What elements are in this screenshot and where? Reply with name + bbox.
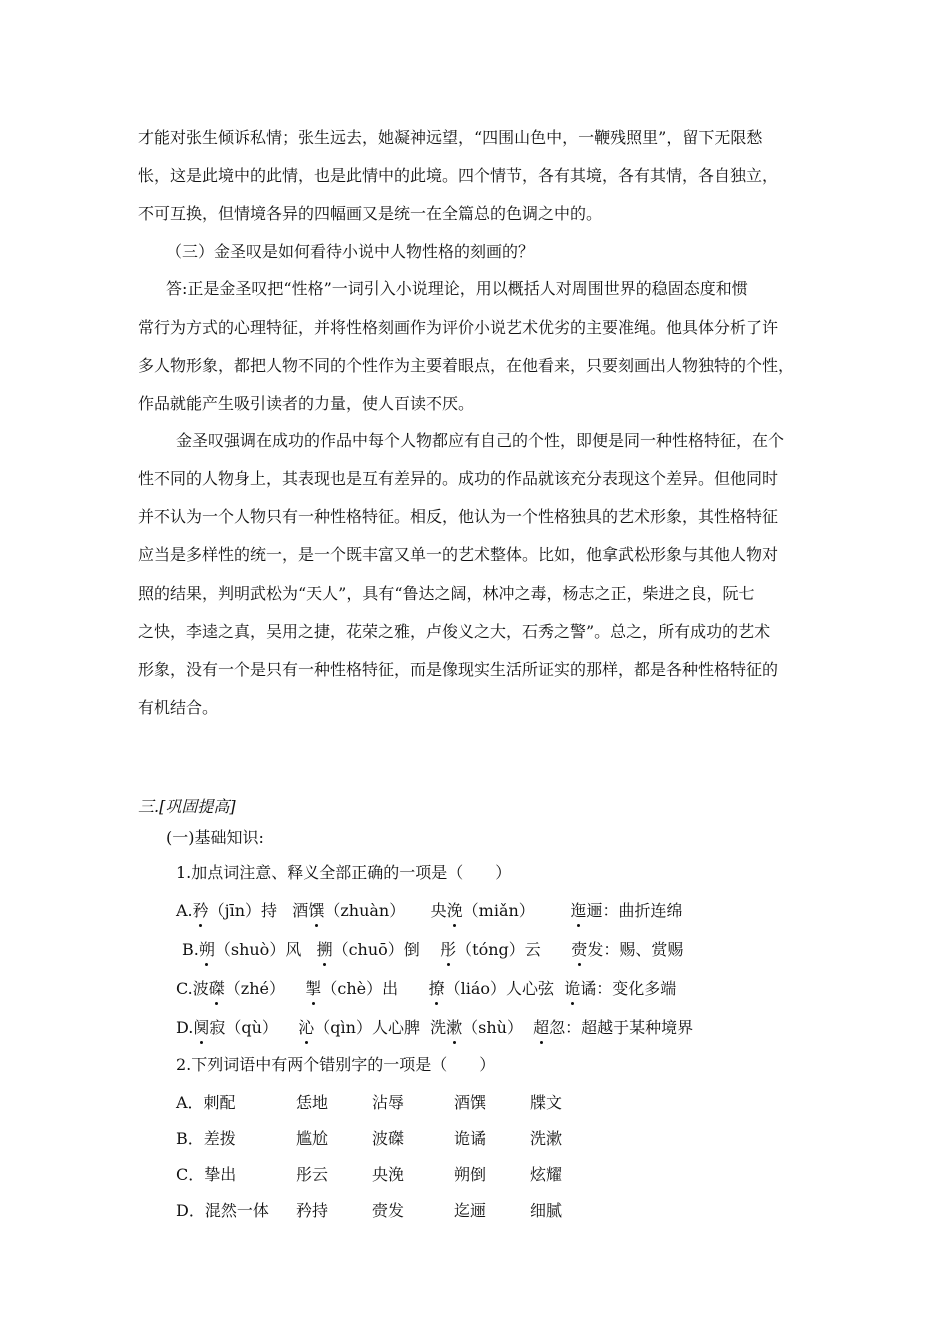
dotted-character: 沁 <box>298 1015 314 1038</box>
question-1-stem: 1.加点词注意、释义全部正确的一项是（ ） <box>176 863 512 882</box>
option-text: （zhuàn） <box>324 901 406 920</box>
paragraph-line: 作品就能产生吸引读者的力量，使人百读不厌。 <box>138 394 475 413</box>
dotted-character: 漱 <box>446 1015 462 1038</box>
option-word: 洗漱 <box>530 1129 563 1148</box>
option-text: 忽：超越于某种境界 <box>549 1018 694 1037</box>
option-word: 迄逦 <box>454 1201 487 1220</box>
option-text: 酒 <box>277 901 309 920</box>
dotted-character: 彤 <box>440 937 456 960</box>
option-line <box>182 937 683 960</box>
subheading: (一)基础知识: <box>166 828 264 847</box>
dotted-character: 矜 <box>193 898 209 921</box>
option-text: （chuō）倒 <box>332 940 441 959</box>
option-text: 逦：曲折连绵 <box>586 901 683 920</box>
paragraph-line: 不可互换，但情境各异的四幅画又是统一在全篇总的色调之中的。 <box>138 204 603 223</box>
option-line <box>176 898 682 921</box>
option-label-word: C．挚出 <box>176 1165 237 1184</box>
paragraph-line: 之快，李逵之真，吴用之捷，花荣之雅，卢俊义之大，石秀之警”。总之，所有成功的艺术 <box>138 622 771 641</box>
option-text: （qìn）人心脾 洗 <box>314 1018 447 1037</box>
option-text: D. <box>176 1018 194 1037</box>
option-text: （jīn）持 <box>208 901 278 920</box>
paragraph-line: （三）金圣叹是如何看待小说中人物性格的刻画的？ <box>166 242 535 261</box>
dotted-character: 浼 <box>447 898 463 921</box>
paragraph-line: 照的结果，判明武松为“天人”，具有“鲁达之阔，林冲之毒，杨志之正，柴进之良，阮七 <box>138 584 755 603</box>
option-text <box>535 901 571 920</box>
paragraph-line: 性不同的人物身上，其表现也是互有差异的。成功的作品就该充分表现这个差异。但他同时 <box>138 469 779 488</box>
option-word: 牒文 <box>530 1093 563 1112</box>
option-line <box>176 976 676 999</box>
option-word: 赍发 <box>372 1201 405 1220</box>
option-text: （shuò）风 <box>214 940 317 959</box>
option-word: 沾辱 <box>372 1093 405 1112</box>
option-text: （shù） <box>462 1018 534 1037</box>
option-word: 彤云 <box>296 1165 329 1184</box>
option-word: 诡谲 <box>454 1129 487 1148</box>
option-word: 炫耀 <box>530 1165 563 1184</box>
paragraph-line: 金圣叹强调在成功的作品中每个人物都应有自己的个性，即便是同一种性格特征，在个 <box>176 431 785 450</box>
option-word: 波磔 <box>372 1129 405 1148</box>
dotted-character: 朔 <box>199 937 215 960</box>
dotted-character: 掣 <box>305 976 321 999</box>
option-word: 细腻 <box>530 1201 563 1220</box>
option-text: 寂（qù） <box>209 1018 299 1037</box>
option-word: 尴尬 <box>296 1129 329 1148</box>
dotted-character: 赍 <box>571 937 587 960</box>
option-word: 央浼 <box>372 1165 405 1184</box>
paragraph-line: 答:正是金圣叹把“性格”一词引入小说理论，用以概括人对周围世界的稳固态度和惯 <box>166 279 748 298</box>
option-line <box>176 1015 693 1038</box>
option-word: 朔倒 <box>454 1165 487 1184</box>
option-text: （zhé） <box>224 979 306 998</box>
paragraph-line: 多人物形象，都把人物不同的个性作为主要着眼点，在他看来，只要刻画出人物独特的个性， <box>138 356 795 375</box>
option-word: 矜持 <box>296 1201 329 1220</box>
dotted-character: 馔 <box>308 898 324 921</box>
paragraph-line: 应当是多样性的统一，是一个既丰富又单一的艺术整体。比如，他拿武松形象与其他人物对 <box>138 545 779 564</box>
dotted-character: 搠 <box>317 937 333 960</box>
option-text: （chè）出 <box>321 979 429 998</box>
option-text: （miǎn） <box>462 901 535 920</box>
paragraph-line: 怅，这是此境中的此情，也是此情中的此境。四个情节，各有其境，各有其情，各自独立， <box>138 166 779 185</box>
paragraph-line: 常行为方式的心理特征，并将性格刻画作为评价小说艺术优劣的主要准绳。他具体分析了许 <box>138 318 779 337</box>
option-text: （liáo）人心弦 <box>444 979 565 998</box>
option-word: 恁地 <box>296 1093 329 1112</box>
option-text: （tóng）云 <box>456 940 572 959</box>
paragraph-line: 并不认为一个人物只有一种性格特征。相反，他认为一个性格独具的艺术形象，其性格特征 <box>138 507 779 526</box>
option-label-word: A．刺配 <box>176 1093 236 1112</box>
option-text: C.波 <box>176 979 209 998</box>
option-label-word: B．差拨 <box>176 1129 236 1148</box>
section-heading: 三.[巩固提高] <box>138 797 236 816</box>
option-text: 谲：变化多端 <box>580 979 677 998</box>
dotted-character: 阒 <box>193 1015 209 1038</box>
option-text: 央 <box>405 901 447 920</box>
dotted-character: 诡 <box>564 976 580 999</box>
paragraph-line: 才能对张生倾诉私情；张生远去，她凝神远望，“四围山色中，一鞭残照里”，留下无限愁 <box>138 128 763 147</box>
option-text: 发：赐、赏赐 <box>587 940 684 959</box>
dotted-character: 超 <box>533 1015 549 1038</box>
option-label-word: D．混然一体 <box>176 1201 269 1220</box>
dotted-character: 磔 <box>209 976 225 999</box>
dotted-character: 迤 <box>570 898 586 921</box>
option-text: A. <box>176 901 193 920</box>
dotted-character: 撩 <box>429 976 445 999</box>
option-text: B. <box>182 940 199 959</box>
option-word: 酒馔 <box>454 1093 487 1112</box>
question-2-stem: 2.下列词语中有两个错别字的一项是（ ） <box>176 1055 496 1074</box>
paragraph-line: 有机结合。 <box>138 698 219 717</box>
paragraph-line: 形象，没有一个是只有一种性格特征，而是像现实生活所证实的那样，都是各种性格特征的 <box>138 660 779 679</box>
